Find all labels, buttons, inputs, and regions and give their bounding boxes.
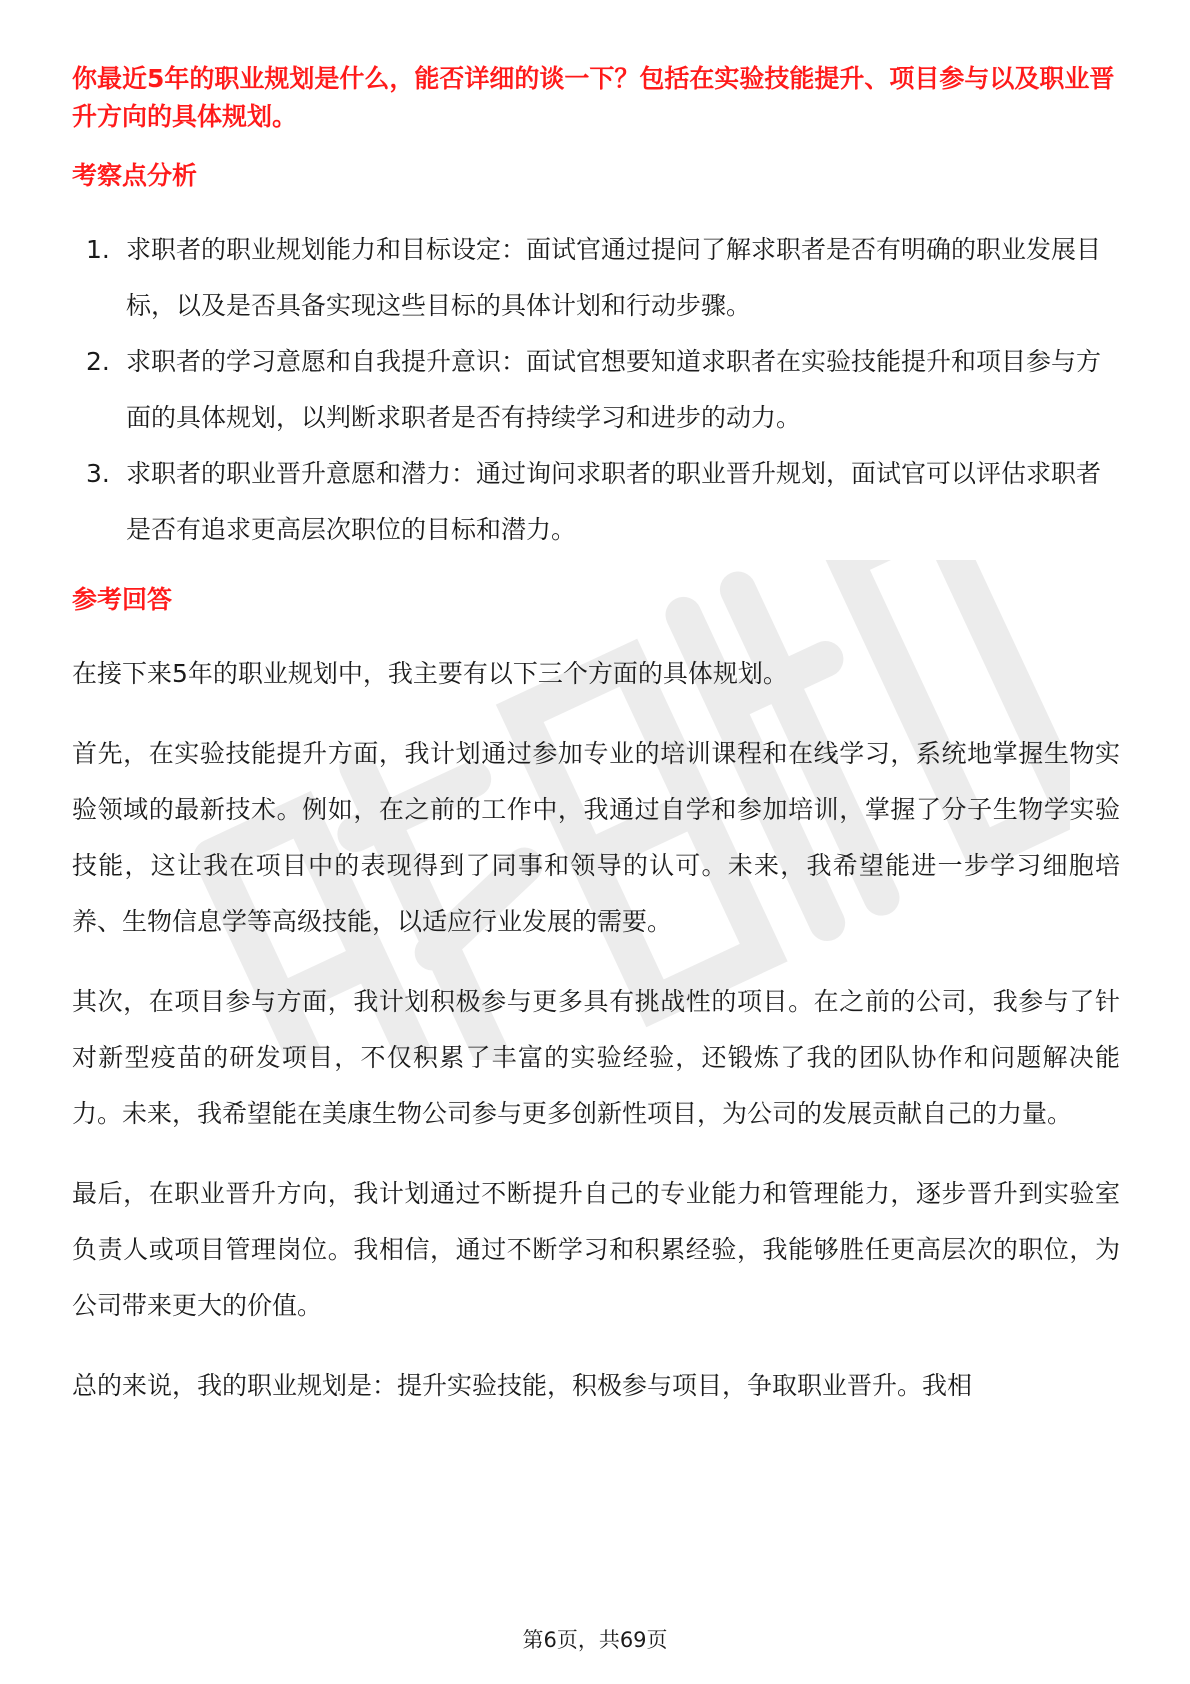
answer-paragraph-summary: 总的来说，我的职业规划是：提升实验技能，积极参与项目，争取职业晋升。我相 xyxy=(72,1371,973,1400)
list-item xyxy=(72,446,1120,558)
list-item xyxy=(72,222,1120,334)
list-item-number: 1. xyxy=(86,235,110,264)
analysis-title: 考察点分析 xyxy=(72,161,198,190)
answer-paragraph-skills: 首先，在实验技能提升方面，我计划通过参加专业的培训课程和在线学习，系统地掌握生物实验领域的最新技术。例如，在之前的工作中，我通过自学和参加培训，掌握了分子生物学实验技能，这让我在项目中的表现得到了同事和领导的认可。未来，我希望能进一步学习细胞培养、生物信息学等高级技能，以适应行业发展的需要。 xyxy=(72,739,1120,936)
list-item-number: 2. xyxy=(86,347,110,376)
answer-title: 参考回答 xyxy=(72,585,173,614)
list-item-text: 求职者的职业规划能力和目标设定：面试官通过提问了解求职者是否有明确的职业发展目标，以及是否具备实现这些目标的具体计划和行动步骤。 xyxy=(126,235,1102,320)
page-number-footer: 第6页，共69页 xyxy=(522,1628,668,1652)
analysis-list xyxy=(72,222,1120,558)
question-heading: 你最近5年的职业规划是什么，能否详细的谈一下？包括在实验技能提升、项目参与以及职业晋升方向的具体规划。 xyxy=(72,64,1115,131)
list-item-number: 3. xyxy=(86,459,110,488)
page-content xyxy=(72,60,1120,1438)
answer-paragraph-intro: 在接下来5年的职业规划中，我主要有以下三个方面的具体规划。 xyxy=(72,659,788,688)
answer-paragraph-projects: 其次，在项目参与方面，我计划积极参与更多具有挑战性的项目。在之前的公司，我参与了针对新型疫苗的研发项目，不仅积累了丰富的实验经验，还锻炼了我的团队协作和问题解决能力。未来，我希望能在美康生物公司参与更多创新性项目，为公司的发展贡献自己的力量。 xyxy=(72,987,1120,1128)
list-item-text: 求职者的学习意愿和自我提升意识：面试官想要知道求职者在实验技能提升和项目参与方面的具体规划，以判断求职者是否有持续学习和进步的动力。 xyxy=(126,347,1102,432)
list-item xyxy=(72,334,1120,446)
list-item-text: 求职者的职业晋升意愿和潜力：通过询问求职者的职业晋升规划，面试官可以评估求职者是否有追求更高层次职位的目标和潜力。 xyxy=(126,459,1102,544)
answer-paragraph-promotion: 最后，在职业晋升方向，我计划通过不断提升自己的专业能力和管理能力，逐步晋升到实验室负责人或项目管理岗位。我相信，通过不断学习和积累经验，我能够胜任更高层次的职位，为公司带来更大的价值。 xyxy=(72,1179,1120,1320)
